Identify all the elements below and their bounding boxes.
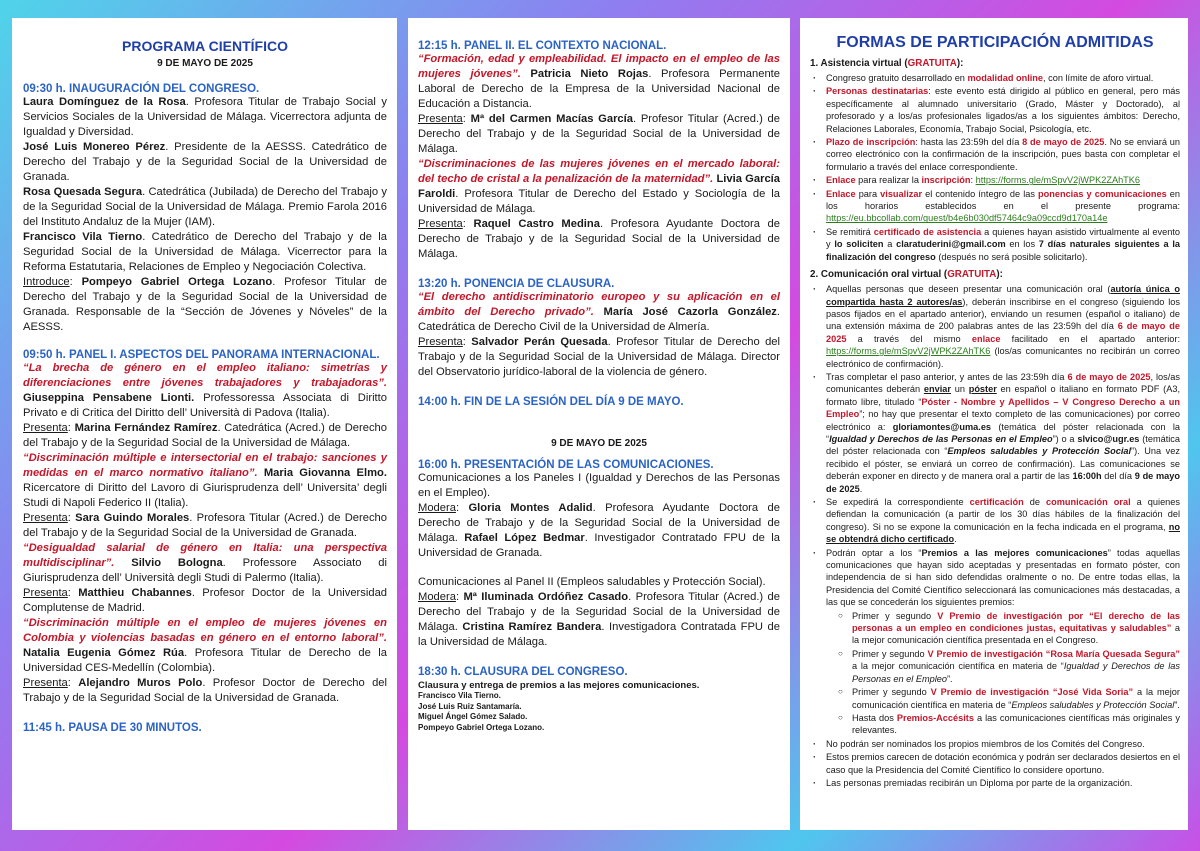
talk-entry: “La brecha de género en el empleo italiano: simetrías y diferenciaciones entre jóvenes trabajadores y trabajadoras”. Giuseppina Pensabene Lionti. Professoressa Associata di Diritto Privato e di Critica del Diritto dell’ Università di Padova (Italia). xyxy=(23,362,388,419)
session-communications-heading: 16:00 h. PRESENTACIÓN DE LAS COMUNICACIONES. xyxy=(418,459,714,471)
session-break-heading: 11:45 h. PAUSA DE 30 MINUTOS. xyxy=(23,722,202,734)
abstract-link[interactable]: https://forms.gle/mSpvV2jWPK2ZAhTK6 xyxy=(826,346,991,357)
speaker-entry: José Luis Monereo Pérez. Presidente de la AESSS. Catedrático de Derecho del Trabajo y de la Seguridad Social de la Universidad de Granada. xyxy=(23,141,387,183)
prize-item: ○ Primer y segundo V Premio de investigación por “El derecho de las personas a un empleo en condiciones justas, equitativas y saludables” a la mejor comunicación científica presentada en el Congreso. xyxy=(826,610,1180,647)
list-item: · Estos premios carecen de dotación económica y podrán ser declarados desiertos en el caso que la Presidencia del Comité Científico lo considere oportuno. xyxy=(810,751,1180,776)
program-column-2 xyxy=(408,18,790,830)
list-item: · Personas destinatarias: este evento está dirigido al público en general, pero más específicamente al alumnado universitario (Grado, Máster y Doctorado), al profesorado y a los/as profesionales ligados/as a los siguientes ámbitos: Derecho, Relaciones Laborales, Economía, Trabajo Social, Psicología, etc. xyxy=(810,85,1180,135)
speaker-entry: Laura Domínguez de la Rosa. Profesora Titular de Trabajo Social y Servicios Sociales de la Universidad de Málaga. Vicerrectora adjunta de Igualdad y Diversidad. xyxy=(23,96,387,138)
list-item: · Podrán optar a los “Premios a las mejores comunicaciones” todas aquellas comunicaciones que hayan sido aceptadas y presentadas en formato póster, con independencia de si han sido defendidas oralmente o no. De entre todas ellas, la Presidencia del Comité Científico seleccionará las comunicaciones más destacadas, a las que se concederán los siguientes premios: ○ Primer y segundo V Premio de investigación por “El derecho de las personas a un empleo en condiciones justas, equitativas y saludables” a la mejor comunicación científica presentada en el Congreso. ○ Primer y segundo V Premio de investigación “Rosa María Quesada Segura” a la mejor comunicación científica en materia de “Igualdad y Derechos de las Personas en el Empleo”. ○ Primer y segundo V Premio de investigación “José Vida Soria” a la mejor comunicación científica en materia de “Empleos saludables y Protección Social”. ○ Hasta dos Premios-Accésits a las comunicaciones científicas más originales y relevantes. xyxy=(810,547,1180,737)
closing-name: Miguel Ángel Gómez Salado. xyxy=(418,712,528,721)
program-title: PROGRAMA CIENTÍFICO xyxy=(122,38,288,54)
closing-name: Francisco Vila Tierno. xyxy=(418,691,501,700)
list-item: · Enlace para realizar la inscripción: https://forms.gle/mSpvV2jWPK2ZAhTK6 xyxy=(810,174,1180,186)
list-item: · Congreso gratuito desarrollado en modalidad online, con límite de aforo virtual. xyxy=(810,72,1180,84)
list-item: · No podrán ser nominados los propios miembros de los Comités del Congreso. xyxy=(810,738,1180,750)
poster-email-1[interactable]: gloriamontes@uma.es xyxy=(892,421,992,432)
list-item: · Plazo de inscripción: hasta las 23:59h del día 8 de mayo de 2025. No se enviará un correo electrónico con la confirmación de la inscripción, pues basta con completar el formulario a través del enlace correspondiente. xyxy=(810,136,1180,173)
talk-entry: “Discriminación múltiple e intersectorial en el trabajo: sanciones y medidas en el marco normativo italiano”. Maria Giovanna Elmo. Ricercatore di Diritto del Lavoro di Giurisprudenza dell’ Universita’ degli Studi di Napoli Federico II (Italia). xyxy=(23,452,387,509)
presenter-entry: Presenta: Marina Fernández Ramírez. Catedrática (Acred.) de Derecho del Trabajo y de la Seguridad Social de la Universidad de Málaga. xyxy=(23,422,387,449)
streaming-link[interactable]: https://eu.bbcollab.com/guest/b4e6b030df57464c9a09ccd9d170a14e xyxy=(826,213,1108,224)
registration-link[interactable]: https://forms.gle/mSpvV2jWPK2ZAhTK6 xyxy=(975,175,1141,186)
introducer-entry: Introduce: Pompeyo Gabriel Ortega Lozano. Profesor Titular de Derecho del Trabajo y de la Seguridad Social de la Universidad de Granada. Responsable de la “Sección de Jóvenes y Nóveles” de la AESSS. xyxy=(23,276,387,333)
session-end-heading: 14:00 h. FIN DE LA SESIÓN DEL DÍA 9 DE MAYO. xyxy=(418,396,684,408)
list-item: · Enlace para visualizar el contenido íntegro de las ponencias y comunicaciones en los horarios establecidos en el presente programa: https://eu.bbcollab.com/guest/b4e6b030df57464c9a09ccd9d170a14e xyxy=(810,188,1180,225)
poster-email-2[interactable]: slvico@ugr.es xyxy=(1077,433,1140,444)
list-item: · Se remitirá certificado de asistencia a quienes hayan asistido virtualmente al evento y lo soliciten a claratuderini@gmail.com en los 7 días naturales siguientes a la finalización del congreso (después no será posible solicitarlo). xyxy=(810,226,1180,263)
talk-entry: “Desigualdad salarial de género en Italia: una perspectiva multidisciplinar”. Silvio Bologna. Professore Associato di Giurisprudenza dell’ Università degli Studi di Palermo (Italia). xyxy=(23,542,387,584)
presenter-entry: Presenta: Mª del Carmen Macías García. Profesor Titular (Acred.) de Derecho del Trabajo y de la Seguridad Social de la Universidad de Málaga. xyxy=(418,113,780,155)
moderator-entry: Modera: Mª Iluminada Ordóñez Casado. Profesora Titular (Acred.) de Derecho del Trabajo y de la Seguridad Social de la Universidad de Málaga. Cristina Ramírez Bandera. Investigadora Contratada FPU de la Universidad de Málaga. xyxy=(418,591,780,648)
list-item: · Las personas premiadas recibirán un Diploma por parte de la organización. xyxy=(810,777,1180,789)
attendance-email[interactable]: claratuderini@gmail.com xyxy=(896,239,1006,250)
prize-item: ○ Primer y segundo V Premio de investigación “Rosa María Quesada Segura” a la mejor comunicación científica en materia de “Igualdad y Derechos de las Personas en el Empleo”. xyxy=(826,648,1180,685)
talk-entry: “Discriminación múltiple en el empleo de mujeres jóvenes en Colombia y violencias basadas en género en el entorno laboral”. Natalia Eugenia Gómez Rúa. Profesora Titular de Derecho de la Universidad CES-Medellín (Colombia). xyxy=(23,617,387,674)
talk-entry: “Formación, edad y empleabilidad. El impacto en el empleo de las mujeres jóvenes”. Patricia Nieto Rojas. Profesora Permanente Laboral de Derecho de la Empresa de la Universidad Nacional de Educación a Distancia. xyxy=(418,53,781,110)
participation-column xyxy=(800,18,1188,830)
virtual-attendance-heading: 1. Asistencia virtual (GRATUITA): xyxy=(810,58,964,69)
presenter-entry: Presenta: Raquel Castro Medina. Profesora Ayudante Doctora de Derecho de Trabajo y de la Seguridad Social de la Universidad de Málaga. xyxy=(418,218,780,260)
session-closing-heading: 18:30 h. CLAUSURA DEL CONGRESO. xyxy=(418,666,628,678)
presenter-entry: Presenta: Matthieu Chabannes. Profesor Doctor de la Universidad Complutense de Madrid. xyxy=(23,587,388,614)
closing-name: Pompeyo Gabriel Ortega Lozano. xyxy=(418,722,545,732)
oral-communication-heading: 2. Comunicación oral virtual (GRATUITA): xyxy=(810,269,1003,281)
oral-communication-list xyxy=(810,283,1180,789)
participation-title: FORMAS DE PARTICIPACIÓN ADMITIDAS xyxy=(836,34,1154,51)
prize-item: ○ Hasta dos Premios-Accésits a las comunicaciones científicas más originales y relevantes. xyxy=(826,712,1180,737)
closing-description: Clausura y entrega de premios a las mejores comunicaciones. xyxy=(418,680,700,691)
virtual-attendance-list xyxy=(810,72,1180,263)
prize-item: ○ Primer y segundo V Premio de investigación “José Vida Soria” a la mejor comunicación científica en materia de “Empleos saludables y Protección Social”. xyxy=(826,686,1180,711)
speaker-entry: Rosa Quesada Segura. Catedrática (Jubilada) de Derecho del Trabajo y de la Seguridad Social de la Universidad de Málaga. Premio Farola 2016 del Instituto Andaluz de la Mujer (IAM). xyxy=(23,186,387,228)
session-closing-lecture-heading: 13:20 h. PONENCIA DE CLAUSURA. xyxy=(418,278,615,290)
presenter-entry: Presenta: Alejandro Muros Polo. Profesor Doctor de Derecho del Trabajo y de la Seguridad Social de la Universidad de Granada. xyxy=(23,677,387,704)
session-panel2-heading: 12:15 h. PANEL II. EL CONTEXTO NACIONAL. xyxy=(418,40,667,52)
prize-list xyxy=(826,610,1180,737)
presenter-entry: Presenta: Sara Guindo Morales. Profesora Titular (Acred.) de Derecho del Trabajo y de la Seguridad Social de la Universidad de Granada. xyxy=(23,512,387,539)
presenter-entry: Presenta: Salvador Perán Quesada. Profesor Titular de Derecho del Trabajo y de la Seguridad Social de la Universidad de Málaga. Director del Observatorio jurídico-laboral de la violencia de género. xyxy=(418,336,780,378)
list-item: · Aquellas personas que deseen presentar una comunicación oral (autoría única o compartida hasta 2 autores/as), deberán inscribirse en el congreso (siguiendo los pasos fijados en el apartado anterior), enviando un resumen (español o italiano) de una extensión máxima de 200 palabras antes de las 23:59h del día 6 de mayo de 2025 a través del mismo enlace facilitado en el apartado anterior: https://forms.gle/mSpvV2jWPK2ZAhTK6 (los/as comunicantes no recibirán un correo electrónico de confirmación). xyxy=(810,283,1180,370)
closing-name: José Luis Ruiz Santamaría. xyxy=(418,701,522,711)
communications-panel1: Comunicaciones a los Paneles I (Igualdad y Derechos de las Personas en el Empleo). xyxy=(418,472,780,499)
program-column-1 xyxy=(12,18,397,830)
moderator-entry: Modera: Gloria Montes Adalid. Profesora Ayudante Doctora de Derecho de Trabajo y de la Seguridad Social de la Universidad de Málaga. Rafael López Bedmar. Investigador Contratado FPU de la Universidad de Granada. xyxy=(418,502,780,559)
list-item: · Tras completar el paso anterior, y antes de las 23:59h día 6 de mayo de 2025, los/as comunicantes deberán enviar un póster en español o italiano en formato PDF (A3, formato libre, titulado “Póster - Nombre y Apellidos – V Congreso Derecho a un Empleo”; no hay que presentar el texto completo de las comunicaciones) por correo electrónico a: gloriamontes@uma.es (temática del póster relacionada con la “Igualdad y Derechos de las Personas en el Empleo”) o a slvico@ugr.es (temática del póster relacionada con “Empleos saludables y Protección Social”). Una vez recibido el póster, se enviará un correo de confirmación). Las comunicaciones se deberán exponer en directo y de manera oral a partir de las 16:00h del día 9 de mayo de 2025. xyxy=(810,371,1180,495)
program-date: 9 DE MAYO DE 2025 xyxy=(157,58,253,69)
session-opening-heading: 09:30 h. INAUGURACIÓN DEL CONGRESO. xyxy=(23,83,260,95)
speaker-entry: Francisco Vila Tierno. Catedrático de Derecho del Trabajo y de la Seguridad Social de la Universidad de Málaga. Vicerrector para la Reforma Estatutaria, Relaciones de Empleo y Negociación Colectiva. xyxy=(23,231,387,273)
talk-entry: “Discriminaciones de las mujeres jóvenes en el mercado laboral: del techo de cristal a la penalización de la maternidad”. Livia García Faroldi. Profesora Titular de Derecho del Estado y Sociología de la Universidad de Málaga. xyxy=(418,158,780,215)
list-item: · Se expedirá la correspondiente certificación de comunicación oral a quienes defiendan la comunicación (a partir de los 30 días hábiles de la finalización del congreso). Si no se expone la comunicación en la fecha indicada en el programa, no se obtendrá dicho certificado. xyxy=(810,496,1180,546)
talk-entry: “El derecho antidiscriminatorio europeo y su aplicación en el ámbito del Derecho privado”. María José Cazorla González. Catedrática de Derecho Civil de la Universidad de Almería. xyxy=(418,291,780,333)
afternoon-date: 9 DE MAYO DE 2025 xyxy=(551,438,647,449)
communications-panel2: Comunicaciones al Panel II (Empleos saludables y Protección Social). xyxy=(418,576,766,588)
session-panel1-heading: 09:50 h. PANEL I. ASPECTOS DEL PANORAMA INTERNACIONAL. xyxy=(23,349,380,361)
